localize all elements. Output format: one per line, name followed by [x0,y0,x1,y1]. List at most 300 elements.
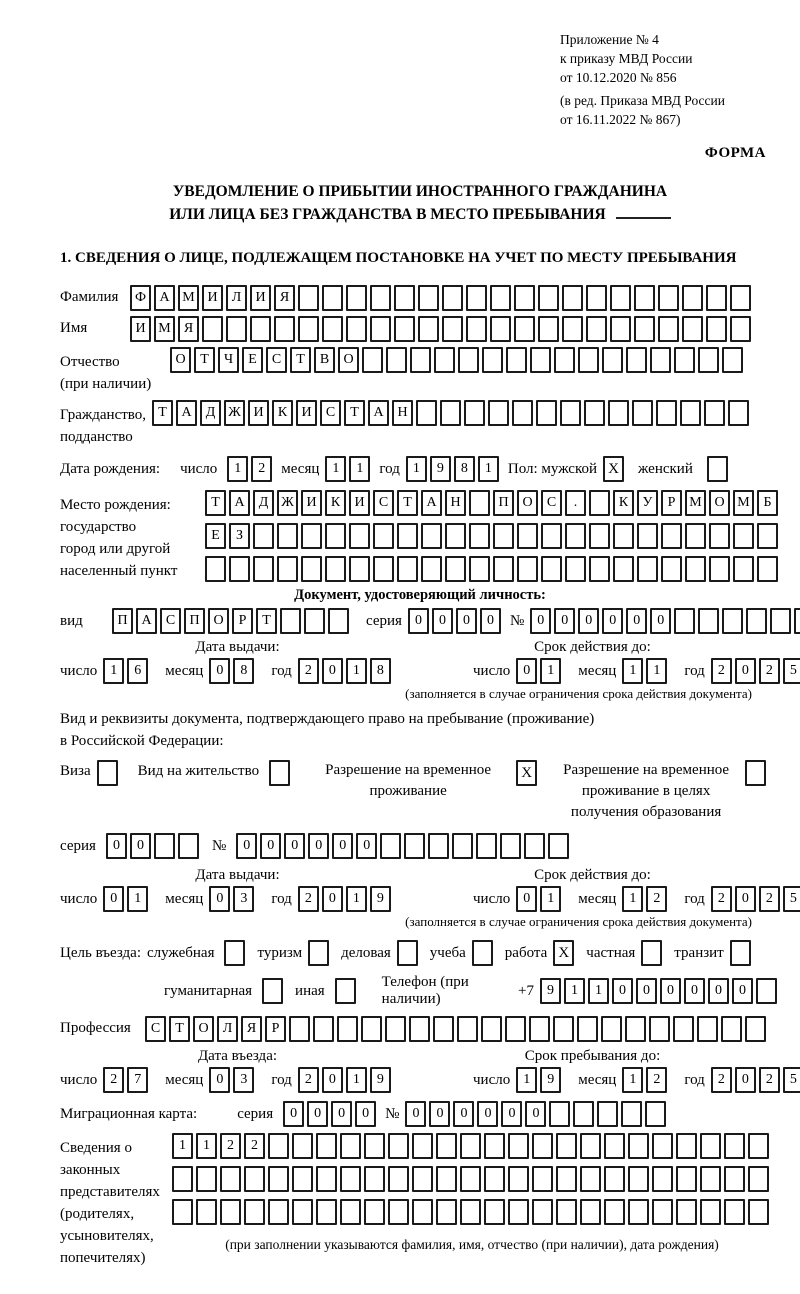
char-cell[interactable]: 0 [456,608,477,634]
char-cell[interactable]: 1 [346,886,367,912]
char-cell[interactable] [556,1133,577,1159]
char-cell[interactable]: Р [232,608,253,634]
char-cell[interactable] [508,1166,529,1192]
char-cell[interactable]: Т [169,1016,190,1042]
char-cell[interactable] [409,1016,430,1042]
char-cell[interactable] [553,1016,574,1042]
char-cell[interactable]: М [685,490,706,516]
char-cell[interactable] [704,400,725,426]
char-cell[interactable] [466,316,487,342]
char-cell[interactable] [706,285,727,311]
char-cell[interactable] [484,1133,505,1159]
char-cell[interactable] [469,490,490,516]
char-cell[interactable]: М [154,316,175,342]
char-cell[interactable]: А [368,400,389,426]
char-cell[interactable]: Т [397,490,418,516]
char-cell[interactable]: 0 [284,833,305,859]
char-cell[interactable]: С [320,400,341,426]
char-cell[interactable]: С [541,490,562,516]
char-cell[interactable]: 0 [408,608,429,634]
entry-day-cells[interactable] [103,1067,151,1093]
char-cell[interactable] [340,1166,361,1192]
char-cell[interactable] [244,1166,265,1192]
char-cell[interactable]: 0 [209,1067,230,1093]
char-cell[interactable]: 1 [622,658,643,684]
char-cell[interactable] [253,556,274,582]
char-cell[interactable] [685,523,706,549]
char-cell[interactable]: А [421,490,442,516]
char-cell[interactable] [493,523,514,549]
char-cell[interactable]: 0 [332,833,353,859]
char-cell[interactable]: 1 [478,456,499,482]
char-cell[interactable] [325,556,346,582]
char-cell[interactable]: Н [445,490,466,516]
char-cell[interactable] [469,523,490,549]
char-cell[interactable] [554,347,575,373]
char-cell[interactable] [652,1133,673,1159]
char-cell[interactable] [524,833,545,859]
char-cell[interactable] [394,316,415,342]
char-cell[interactable]: Е [242,347,263,373]
char-cell[interactable] [748,1166,769,1192]
char-cell[interactable]: 1 [349,456,370,482]
char-cell[interactable]: 0 [501,1101,522,1127]
entry-month-cells[interactable] [209,1067,257,1093]
stay-year-cells[interactable] [711,1067,800,1093]
char-cell[interactable]: 0 [735,658,756,684]
visa-checkbox[interactable] [97,760,118,786]
char-cell[interactable]: Я [241,1016,262,1042]
char-cell[interactable]: Р [265,1016,286,1042]
char-cell[interactable] [277,523,298,549]
char-cell[interactable] [674,347,695,373]
char-cell[interactable] [597,1101,618,1127]
char-cell[interactable] [373,556,394,582]
char-cell[interactable]: Я [274,285,295,311]
char-cell[interactable]: Ч [218,347,239,373]
birthplace-cells-3[interactable] [205,556,781,582]
char-cell[interactable] [673,1016,694,1042]
char-cell[interactable] [316,1133,337,1159]
representatives-cells-3[interactable] [172,1199,772,1225]
char-cell[interactable]: 2 [251,456,272,482]
char-cell[interactable] [460,1133,481,1159]
char-cell[interactable] [442,316,463,342]
char-cell[interactable]: 3 [233,886,254,912]
char-cell[interactable]: И [349,490,370,516]
char-cell[interactable] [301,523,322,549]
char-cell[interactable]: 0 [602,608,623,634]
resid-valid-month-cells[interactable] [622,886,670,912]
char-cell[interactable] [586,285,607,311]
stay-month-cells[interactable] [622,1067,670,1093]
char-cell[interactable] [397,556,418,582]
char-cell[interactable] [794,608,800,634]
char-cell[interactable] [268,1166,289,1192]
char-cell[interactable] [490,316,511,342]
char-cell[interactable]: 2 [646,886,667,912]
resid-seriya-cells[interactable] [106,833,202,859]
birthplace-cells-1[interactable] [205,490,781,516]
temp-permit-checkbox[interactable]: X [516,760,537,786]
char-cell[interactable] [538,316,559,342]
char-cell[interactable] [458,347,479,373]
char-cell[interactable]: О [517,490,538,516]
birth-month-cells[interactable] [325,456,373,482]
char-cell[interactable] [724,1166,745,1192]
char-cell[interactable] [172,1166,193,1192]
char-cell[interactable] [565,523,586,549]
char-cell[interactable]: 9 [540,978,561,1004]
char-cell[interactable] [532,1199,553,1225]
birthplace-cells-2[interactable] [205,523,781,549]
char-cell[interactable]: 0 [453,1101,474,1127]
char-cell[interactable]: А [229,490,250,516]
char-cell[interactable] [268,1199,289,1225]
char-cell[interactable] [721,1016,742,1042]
char-cell[interactable]: 0 [322,886,343,912]
char-cell[interactable] [685,556,706,582]
char-cell[interactable]: К [613,490,634,516]
char-cell[interactable] [196,1199,217,1225]
char-cell[interactable] [650,347,671,373]
char-cell[interactable] [253,523,274,549]
char-cell[interactable] [292,1199,313,1225]
resid-nomer-cells[interactable] [236,833,572,859]
char-cell[interactable] [698,608,719,634]
char-cell[interactable]: 0 [708,978,729,1004]
char-cell[interactable] [421,523,442,549]
char-cell[interactable] [628,1133,649,1159]
char-cell[interactable] [676,1133,697,1159]
char-cell[interactable] [512,400,533,426]
char-cell[interactable] [745,1016,766,1042]
char-cell[interactable]: 0 [322,658,343,684]
char-cell[interactable]: С [160,608,181,634]
char-cell[interactable]: 0 [308,833,329,859]
char-cell[interactable]: 1 [346,1067,367,1093]
char-cell[interactable] [386,347,407,373]
char-cell[interactable] [508,1133,529,1159]
char-cell[interactable] [580,1199,601,1225]
char-cell[interactable] [268,1133,289,1159]
char-cell[interactable]: 2 [759,886,780,912]
char-cell[interactable]: 2 [298,886,319,912]
char-cell[interactable]: 5 [783,658,800,684]
char-cell[interactable]: 1 [406,456,427,482]
char-cell[interactable] [484,1166,505,1192]
char-cell[interactable]: Б [757,490,778,516]
char-cell[interactable] [580,1133,601,1159]
birth-day-cells[interactable] [227,456,275,482]
char-cell[interactable]: Ж [224,400,245,426]
char-cell[interactable] [316,1166,337,1192]
char-cell[interactable] [637,556,658,582]
char-cell[interactable] [549,1101,570,1127]
char-cell[interactable]: 1 [540,886,561,912]
char-cell[interactable] [404,833,425,859]
char-cell[interactable]: 0 [322,1067,343,1093]
char-cell[interactable]: П [493,490,514,516]
char-cell[interactable]: Ф [130,285,151,311]
char-cell[interactable] [493,556,514,582]
char-cell[interactable] [229,556,250,582]
char-cell[interactable] [706,316,727,342]
char-cell[interactable] [656,400,677,426]
char-cell[interactable] [436,1166,457,1192]
char-cell[interactable] [457,1016,478,1042]
char-cell[interactable] [445,556,466,582]
char-cell[interactable] [698,347,719,373]
doc-issue-day-cells[interactable] [103,658,151,684]
char-cell[interactable] [613,556,634,582]
resid-valid-year-cells[interactable] [711,886,800,912]
char-cell[interactable] [680,400,701,426]
char-cell[interactable] [481,1016,502,1042]
char-cell[interactable]: 1 [346,658,367,684]
char-cell[interactable] [388,1199,409,1225]
char-cell[interactable]: 8 [454,456,475,482]
char-cell[interactable]: 7 [127,1067,148,1093]
char-cell[interactable]: 2 [759,658,780,684]
char-cell[interactable] [364,1133,385,1159]
char-cell[interactable] [316,1199,337,1225]
char-cell[interactable] [658,285,679,311]
char-cell[interactable]: 0 [236,833,257,859]
char-cell[interactable] [373,523,394,549]
doc-nomer-cells[interactable] [530,608,800,634]
char-cell[interactable]: 2 [646,1067,667,1093]
char-cell[interactable] [202,316,223,342]
purpose-tranzit-checkbox[interactable] [730,940,751,966]
sex-male-checkbox[interactable]: X [603,456,624,482]
char-cell[interactable]: 0 [480,608,501,634]
char-cell[interactable] [652,1199,673,1225]
birth-year-cells[interactable] [406,456,502,482]
char-cell[interactable] [250,316,271,342]
char-cell[interactable]: 0 [612,978,633,1004]
char-cell[interactable]: 9 [370,1067,391,1093]
char-cell[interactable]: 0 [636,978,657,1004]
char-cell[interactable] [346,316,367,342]
char-cell[interactable]: Т [194,347,215,373]
purpose-gumanitarnaya-checkbox[interactable] [262,978,283,1004]
char-cell[interactable] [733,523,754,549]
char-cell[interactable] [562,285,583,311]
char-cell[interactable]: 2 [298,1067,319,1093]
char-cell[interactable]: 0 [103,886,124,912]
char-cell[interactable]: . [565,490,586,516]
char-cell[interactable] [436,1199,457,1225]
purpose-inaya-checkbox[interactable] [335,978,356,1004]
char-cell[interactable]: 3 [233,1067,254,1093]
char-cell[interactable] [634,316,655,342]
char-cell[interactable] [746,608,767,634]
char-cell[interactable]: 1 [564,978,585,1004]
char-cell[interactable] [770,608,791,634]
char-cell[interactable] [610,285,631,311]
char-cell[interactable]: 5 [783,886,800,912]
char-cell[interactable]: 1 [127,886,148,912]
representatives-cells-2[interactable] [172,1166,772,1192]
char-cell[interactable] [724,1133,745,1159]
char-cell[interactable] [604,1199,625,1225]
char-cell[interactable]: 1 [646,658,667,684]
char-cell[interactable]: А [136,608,157,634]
char-cell[interactable] [530,347,551,373]
char-cell[interactable]: Е [205,523,226,549]
char-cell[interactable] [577,1016,598,1042]
char-cell[interactable] [322,285,343,311]
char-cell[interactable] [626,347,647,373]
char-cell[interactable] [532,1166,553,1192]
char-cell[interactable] [538,285,559,311]
residence-permit-checkbox[interactable] [269,760,290,786]
char-cell[interactable]: 0 [735,886,756,912]
char-cell[interactable] [482,347,503,373]
char-cell[interactable]: 6 [127,658,148,684]
char-cell[interactable] [313,1016,334,1042]
char-cell[interactable] [304,608,325,634]
resid-issue-day-cells[interactable] [103,886,151,912]
char-cell[interactable] [722,347,743,373]
char-cell[interactable]: С [373,490,394,516]
char-cell[interactable] [536,400,557,426]
char-cell[interactable]: 1 [325,456,346,482]
char-cell[interactable] [632,400,653,426]
char-cell[interactable]: 2 [711,886,732,912]
char-cell[interactable] [661,556,682,582]
phone-cells[interactable] [540,978,780,1004]
char-cell[interactable] [428,833,449,859]
char-cell[interactable]: 0 [477,1101,498,1127]
char-cell[interactable] [322,316,343,342]
stay-day-cells[interactable] [516,1067,564,1093]
char-cell[interactable] [298,316,319,342]
char-cell[interactable] [556,1166,577,1192]
patronymic-cells[interactable] [170,347,746,373]
char-cell[interactable] [418,316,439,342]
char-cell[interactable] [709,523,730,549]
char-cell[interactable] [652,1166,673,1192]
char-cell[interactable]: О [338,347,359,373]
char-cell[interactable]: 2 [220,1133,241,1159]
char-cell[interactable] [541,523,562,549]
char-cell[interactable] [604,1133,625,1159]
char-cell[interactable] [178,833,199,859]
char-cell[interactable]: 0 [209,658,230,684]
char-cell[interactable] [584,400,605,426]
purpose-sluzhebnaya-checkbox[interactable] [224,940,245,966]
char-cell[interactable]: Д [200,400,221,426]
char-cell[interactable] [724,1199,745,1225]
char-cell[interactable] [220,1166,241,1192]
char-cell[interactable] [412,1133,433,1159]
char-cell[interactable] [757,556,778,582]
char-cell[interactable] [289,1016,310,1042]
char-cell[interactable]: П [112,608,133,634]
char-cell[interactable]: 2 [298,658,319,684]
char-cell[interactable] [733,556,754,582]
temp-permit-edu-checkbox[interactable] [745,760,766,786]
char-cell[interactable] [362,347,383,373]
char-cell[interactable] [325,523,346,549]
char-cell[interactable] [514,316,535,342]
char-cell[interactable]: А [154,285,175,311]
char-cell[interactable]: 0 [684,978,705,1004]
char-cell[interactable] [730,285,751,311]
char-cell[interactable] [757,523,778,549]
char-cell[interactable] [560,400,581,426]
char-cell[interactable] [658,316,679,342]
char-cell[interactable] [628,1199,649,1225]
char-cell[interactable] [532,1133,553,1159]
citizenship-cells[interactable] [152,400,752,426]
char-cell[interactable] [556,1199,577,1225]
char-cell[interactable]: 5 [783,1067,800,1093]
char-cell[interactable] [722,608,743,634]
char-cell[interactable] [700,1199,721,1225]
char-cell[interactable] [469,556,490,582]
char-cell[interactable]: И [301,490,322,516]
char-cell[interactable] [748,1199,769,1225]
char-cell[interactable]: 0 [307,1101,328,1127]
char-cell[interactable]: 0 [516,886,537,912]
char-cell[interactable] [277,556,298,582]
char-cell[interactable]: М [178,285,199,311]
doc-valid-year-cells[interactable] [711,658,800,684]
char-cell[interactable]: 2 [711,658,732,684]
char-cell[interactable] [506,347,527,373]
char-cell[interactable]: 8 [370,658,391,684]
char-cell[interactable] [676,1199,697,1225]
char-cell[interactable] [562,316,583,342]
char-cell[interactable]: 0 [626,608,647,634]
char-cell[interactable]: Д [253,490,274,516]
char-cell[interactable] [421,556,442,582]
char-cell[interactable] [220,1199,241,1225]
char-cell[interactable] [445,523,466,549]
char-cell[interactable]: А [176,400,197,426]
char-cell[interactable] [514,285,535,311]
char-cell[interactable] [370,285,391,311]
char-cell[interactable] [328,608,349,634]
char-cell[interactable] [628,1166,649,1192]
purpose-rabota-checkbox[interactable]: X [553,940,574,966]
profession-cells[interactable] [145,1016,769,1042]
char-cell[interactable] [434,347,455,373]
char-cell[interactable] [621,1101,642,1127]
char-cell[interactable] [274,316,295,342]
char-cell[interactable] [700,1133,721,1159]
char-cell[interactable]: О [170,347,191,373]
char-cell[interactable] [397,523,418,549]
char-cell[interactable] [586,316,607,342]
char-cell[interactable] [364,1199,385,1225]
char-cell[interactable] [578,347,599,373]
char-cell[interactable]: Ж [277,490,298,516]
char-cell[interactable] [637,523,658,549]
char-cell[interactable]: 9 [540,1067,561,1093]
char-cell[interactable] [340,1133,361,1159]
char-cell[interactable]: И [130,316,151,342]
char-cell[interactable] [349,523,370,549]
char-cell[interactable]: Т [290,347,311,373]
char-cell[interactable] [589,490,610,516]
doc-valid-day-cells[interactable] [516,658,564,684]
char-cell[interactable] [756,978,777,1004]
char-cell[interactable] [433,1016,454,1042]
